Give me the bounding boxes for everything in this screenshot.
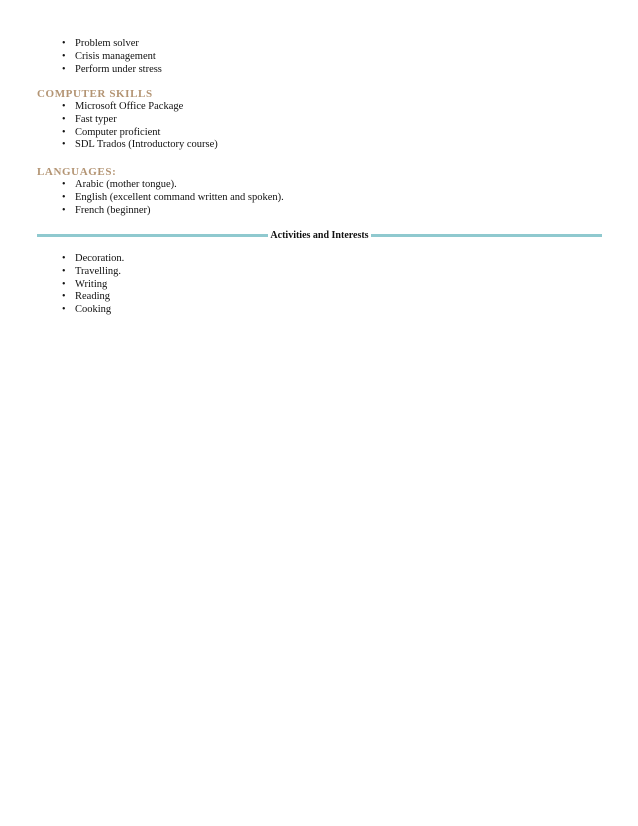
list-item: • Travelling. bbox=[62, 266, 124, 279]
list-item: • Cooking bbox=[62, 304, 124, 317]
list-item: • English (excellent command written and spoken). bbox=[62, 192, 284, 205]
list-item: • SDL Trados (Introductory course) bbox=[62, 139, 218, 152]
computer-skills-list bbox=[62, 101, 218, 152]
languages-list bbox=[62, 179, 284, 217]
computer-skills-heading: COMPUTER SKILLS bbox=[37, 88, 153, 100]
list-item: • Writing bbox=[62, 279, 124, 292]
list-item: • Crisis management bbox=[62, 51, 162, 64]
skills-list bbox=[62, 38, 162, 76]
list-item: • Fast typer bbox=[62, 114, 218, 127]
languages-heading: LANGUAGES: bbox=[37, 166, 117, 178]
list-item: • French (beginner) bbox=[62, 205, 284, 218]
list-item: • Problem solver bbox=[62, 38, 162, 51]
divider-line-left bbox=[37, 234, 268, 237]
activities-heading: Activities and Interests bbox=[270, 230, 369, 241]
list-item: • Computer proficient bbox=[62, 127, 218, 140]
divider-line-right bbox=[371, 234, 602, 237]
activities-list bbox=[62, 253, 124, 317]
list-item: • Arabic (mother tongue). bbox=[62, 179, 284, 192]
list-item: • Reading bbox=[62, 291, 124, 304]
list-item: • Perform under stress bbox=[62, 64, 162, 77]
activities-section-divider bbox=[37, 229, 602, 243]
list-item: • Microsoft Office Package bbox=[62, 101, 218, 114]
list-item: • Decoration. bbox=[62, 253, 124, 266]
